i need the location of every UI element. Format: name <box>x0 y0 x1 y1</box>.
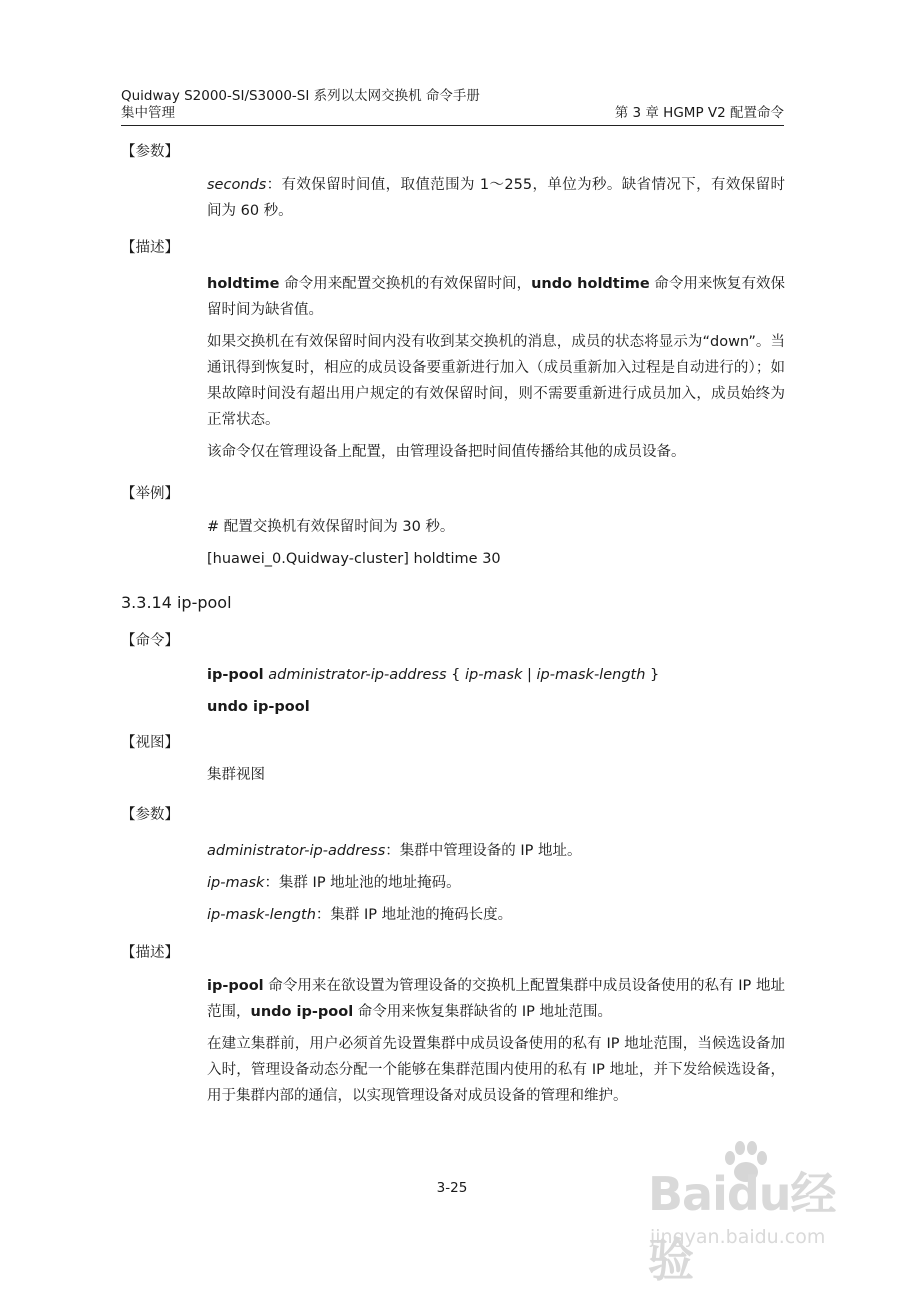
desc-cmd: undo ip-pool <box>250 1004 354 1020</box>
params-label: 【参数】 <box>121 807 179 823</box>
param-name: ip-mask <box>207 875 265 891</box>
watermark-logo: Baidu经验 <box>648 1167 836 1287</box>
desc-label: 【描述】 <box>121 945 179 961</box>
param-desc: ：有效保留时间值，取值范围为 1～255，单位为秒。缺省情况下，有效保留时间为 60 秒。 <box>207 177 785 219</box>
section-heading: 3.3.14 ip-pool <box>121 593 232 612</box>
param-name: seconds <box>207 177 267 193</box>
param-desc: ：集群 IP 地址池的地址掩码。 <box>264 875 461 891</box>
desc-body <box>207 973 785 1115</box>
view-value: 集群视图 <box>207 767 265 783</box>
desc-cmd: undo holdtime <box>531 276 650 292</box>
desc-text: 命令用来恢复有效保留时间为缺省值。 <box>207 276 786 318</box>
desc-cmd: ip-pool <box>207 978 264 994</box>
params-label: 【参数】 <box>121 144 179 160</box>
section-name: 集中管理 <box>121 105 175 121</box>
params-body <box>207 838 785 934</box>
desc-paragraph: 如果交换机在有效保留时间内没有收到某交换机的消息，成员的状态将显示为“down”。当通讯得到恢复时，相应的成员设备要重新进行加入（成员重新加入过程是自动进行的）；如果故障时间没有超出用户规定的有效保留时间，则不需要重新进行成员加入，成员始终为正常状态。 <box>207 334 785 428</box>
cmd-syntax: } <box>645 667 660 683</box>
view-label: 【视图】 <box>121 735 179 751</box>
running-header <box>121 104 784 122</box>
cmd-body <box>207 662 785 726</box>
cmd-syntax: { <box>446 667 465 683</box>
undo-command: undo ip-pool <box>207 699 310 715</box>
example-label: 【举例】 <box>121 486 179 502</box>
example-comment: # 配置交换机有效保留时间为 30 秒。 <box>207 519 455 535</box>
baidu-watermark <box>648 1140 868 1287</box>
cmd-syntax: | <box>522 667 537 683</box>
param-desc: ：集群 IP 地址池的掩码长度。 <box>315 907 513 923</box>
chapter-name: 第 3 章 HGMP V2 配置命令 <box>614 105 784 121</box>
header-rule <box>121 125 784 126</box>
param-name: ip-mask-length <box>207 907 316 923</box>
cmd-arg: administrator-ip-address <box>268 667 447 683</box>
param-desc: ：集群中管理设备的 IP 地址。 <box>385 843 582 859</box>
cmd-arg: ip-mask <box>464 667 523 683</box>
view-body <box>207 762 785 794</box>
desc-paragraph: 该命令仅在管理设备上配置，由管理设备把时间值传播给其他的成员设备。 <box>207 444 686 460</box>
desc-body <box>207 271 785 471</box>
cmd-keyword: ip-pool <box>207 667 264 683</box>
book-title: Quidway S2000-SI/S3000-SI 系列以太网交换机 命令手册 <box>121 88 480 104</box>
desc-text: 命令用来恢复集群缺省的 IP 地址范围。 <box>353 1004 613 1020</box>
desc-text: 命令用来在欲设置为管理设备的交换机上配置集群中成员设备使用的私有 IP 地址范围， <box>207 978 785 1020</box>
desc-label: 【描述】 <box>121 240 179 256</box>
desc-text: 命令用来配置交换机的有效保留时间， <box>279 276 532 292</box>
example-command: [huawei_0.Quidway-cluster] holdtime 30 <box>207 551 501 567</box>
desc-cmd: holdtime <box>207 276 280 292</box>
desc-paragraph: 在建立集群前，用户必须首先设置集群中成员设备使用的私有 IP 地址范围，当候选设备加入时，管理设备动态分配一个能够在集群范围内使用的私有 IP 地址，并下发给候选设备，用于集群内部的通信，以实现管理设备对成员设备的管理和维护。 <box>207 1036 785 1104</box>
cmd-label: 【命令】 <box>121 633 179 649</box>
page-number: 3-25 <box>436 1180 468 1196</box>
example-body <box>207 514 785 578</box>
watermark-url: jingyan.baidu.com <box>650 1226 826 1248</box>
cmd-arg: ip-mask-length <box>536 667 646 683</box>
params-body <box>207 172 785 230</box>
param-name: administrator-ip-address <box>207 843 386 859</box>
